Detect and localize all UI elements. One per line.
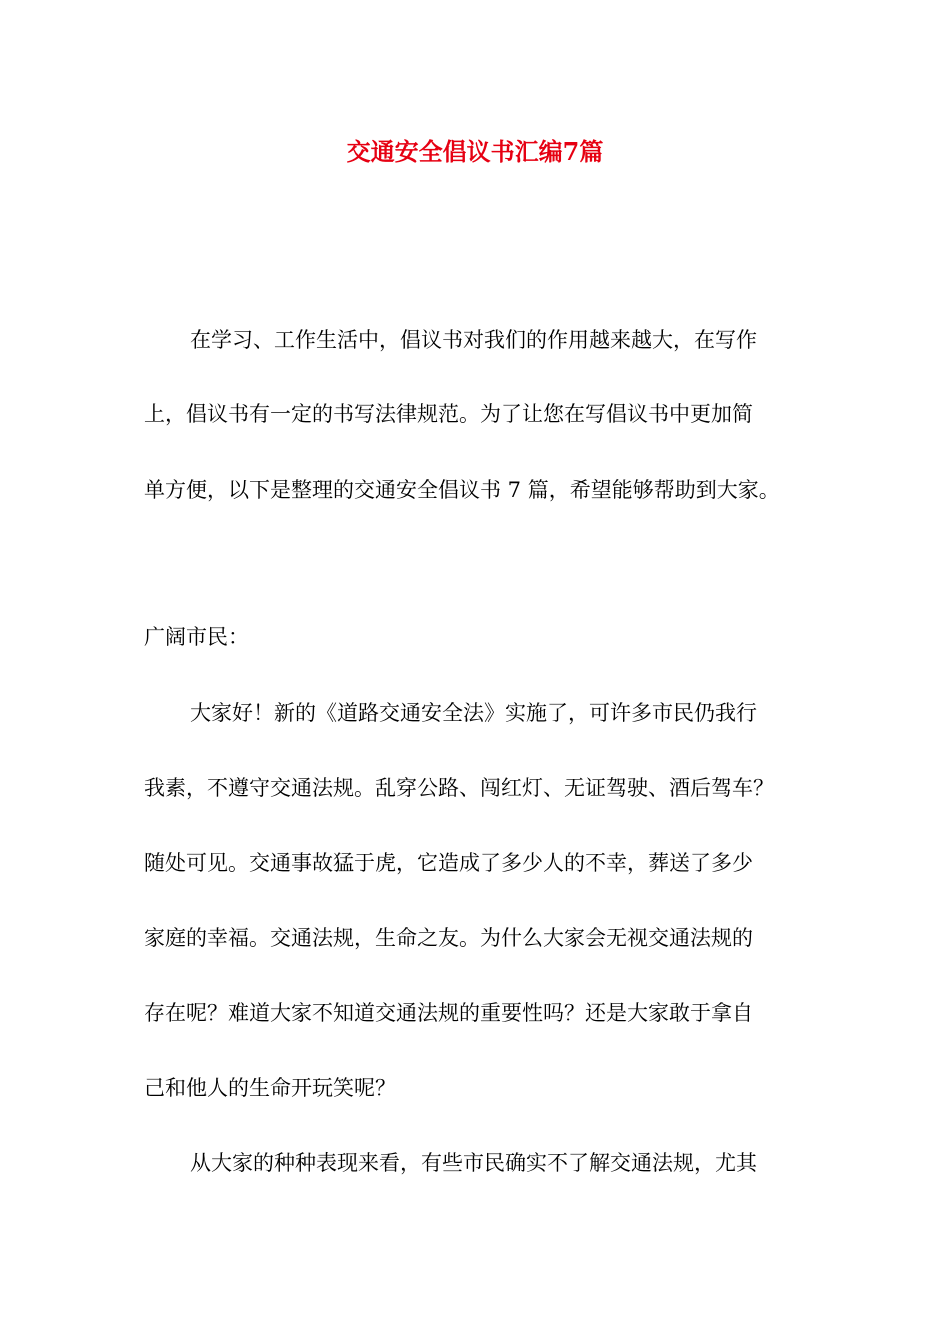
paragraph2-line-1: 从大家的种种表现来看，有些市民确实不了解交通法规，尤其 — [190, 1151, 757, 1175]
paragraph1-line-1: 大家好！新的《道路交通安全法》实施了，可许多市民仍我行 — [190, 701, 757, 725]
intro-line-1: 在学习、工作生活中，倡议书对我们的作用越来越大，在写作 — [190, 328, 757, 352]
paragraph1-line-2: 我素，不遵守交通法规。乱穿公路、闯红灯、无证驾驶、酒后驾车？ — [144, 776, 774, 800]
paragraph1-line-5: 存在呢？难道大家不知道交通法规的重要性吗？还是大家敢于拿自 — [144, 1001, 753, 1025]
paragraph1-line-3: 随处可见。交通事故猛于虎，它造成了多少人的不幸，葬送了多少 — [144, 851, 753, 875]
paragraph1-line-6: 己和他人的生命开玩笑呢？ — [144, 1076, 396, 1100]
intro-line-2: 上，倡议书有一定的书写法律规范。为了让您在写倡议书中更加简 — [144, 402, 753, 426]
salutation: 广阔市民： — [144, 625, 249, 649]
document-title: 交通安全倡议书汇编7篇 — [346, 137, 604, 166]
intro-line-3: 单方便，以下是整理的交通安全倡议书 7 篇，希望能够帮助到大家。 — [144, 478, 780, 502]
paragraph1-line-4: 家庭的幸福。交通法规，生命之友。为什么大家会无视交通法规的 — [144, 926, 753, 950]
